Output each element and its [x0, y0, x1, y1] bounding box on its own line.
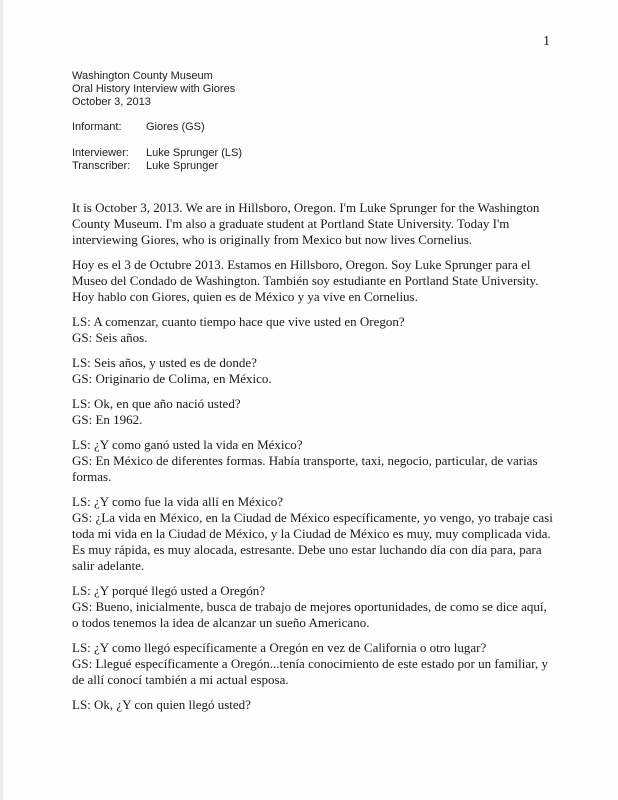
- transcript-line: salir adelante.: [72, 558, 145, 573]
- document-title: Oral History Interview with Giores: [72, 83, 236, 95]
- transcript-line: formas.: [72, 469, 112, 484]
- transcript-line: o todos tenemos la idea de alcanzar un sueño Americano.: [72, 615, 370, 630]
- transcript-line: GS: Llegué específicamente a Oregón...tenía conocimiento de este estado por un familiar, y: [72, 656, 548, 671]
- transcript-line: GS: ¿La vida en México, en la Ciudad de México específicamente, yo vengo, yo trabaje casi: [72, 510, 553, 525]
- transcript-line: Museo del Condado de Washington. También soy estudiante en Portland State University.: [72, 273, 539, 288]
- transcript-line: LS: ¿Y porqué llegó usted a Oregón?: [72, 583, 266, 598]
- transcript-line: LS: ¿Y como fue la vida allí en México?: [72, 494, 284, 509]
- transcript-line: interviewing Giores, who is originally from Mexico but now lives Cornelius.: [72, 232, 473, 247]
- transcript-paragraph: [72, 396, 542, 428]
- transcript-body: [72, 200, 553, 722]
- transcript-line: GS: En 1962.: [72, 412, 143, 427]
- transcript-paragraph: [72, 355, 542, 387]
- informant-block: [72, 121, 205, 134]
- transcript-line: toda mi vida en la Ciudad de México, y la Ciudad de México es muy, muy complicada vida.: [72, 526, 551, 541]
- transcript-paragraph: [72, 200, 542, 248]
- interviewer-row: [72, 147, 242, 160]
- document-date: October 3, 2013: [72, 96, 151, 108]
- interviewer-value: Luke Sprunger (LS): [146, 147, 242, 159]
- staff-block: [72, 147, 242, 173]
- organization-name: Washington County Museum: [72, 70, 213, 82]
- document-header: [72, 70, 235, 109]
- transcript-paragraph: [72, 640, 548, 688]
- transcript-line: LS: A comenzar, cuanto tiempo hace que vive usted en Oregon?: [72, 314, 405, 329]
- transcript-line: de allí conocí también a mi actual esposa.: [72, 672, 289, 687]
- transcript-line: LS: Ok, ¿Y con quien llegó usted?: [72, 697, 251, 712]
- transcript-paragraph: [72, 437, 542, 485]
- transcript-paragraph: [72, 257, 542, 305]
- transcript-line: LS: Seis años, y usted es de donde?: [72, 355, 257, 370]
- page-number: 1: [543, 34, 550, 49]
- transcript-line: Hoy es el 3 de Octubre 2013. Estamos en Hillsboro, Oregon. Soy Luke Sprunger para el: [72, 257, 531, 272]
- transcriber-label: Transcriber:: [72, 160, 131, 172]
- transcript-line: GS: Seis años.: [72, 330, 148, 345]
- transcript-line: GS: Originario de Colima, en México.: [72, 371, 272, 386]
- transcript-line: LS: Ok, en que año nació usted?: [72, 396, 241, 411]
- transcript-paragraph: [72, 697, 542, 713]
- transcript-line: Es muy rápida, es muy alocada, estresante. Debe uno estar luchando día con día para, para: [72, 542, 542, 557]
- informant-row: [72, 121, 205, 134]
- transcript-line: Hoy hablo con Giores, quien es de México y ya vive en Cornelius.: [72, 289, 418, 304]
- interviewer-label: Interviewer:: [72, 147, 129, 159]
- transcript-line: GS: Bueno, inicialmente, busca de trabajo de mejores oportunidades, de como se dice aquí,: [72, 599, 547, 614]
- transcriber-value: Luke Sprunger: [146, 160, 219, 172]
- transcript-line: LS: ¿Y como llegó específicamente a Oregón en vez de California o otro lugar?: [72, 640, 487, 655]
- scan-edge: [0, 0, 3, 800]
- transcript-paragraph: [72, 494, 553, 574]
- transcript-paragraph: [72, 583, 547, 631]
- transcript-line: It is October 3, 2013. We are in Hillsboro, Oregon. I'm Luke Sprunger for the Washington: [72, 200, 540, 215]
- transcript-line: LS: ¿Y como ganó usted la vida en México?: [72, 437, 303, 452]
- informant-label: Informant:: [72, 121, 122, 133]
- transcript-paragraph: [72, 314, 542, 346]
- transcript-line: County Museum. I'm also a graduate student at Portland State University. Today I'm: [72, 216, 510, 231]
- informant-value: Giores (GS): [146, 121, 205, 133]
- transcript-line: GS: En México de diferentes formas. Había transporte, taxi, negocio, particular, de varias: [72, 453, 538, 468]
- transcriber-row: [72, 160, 242, 173]
